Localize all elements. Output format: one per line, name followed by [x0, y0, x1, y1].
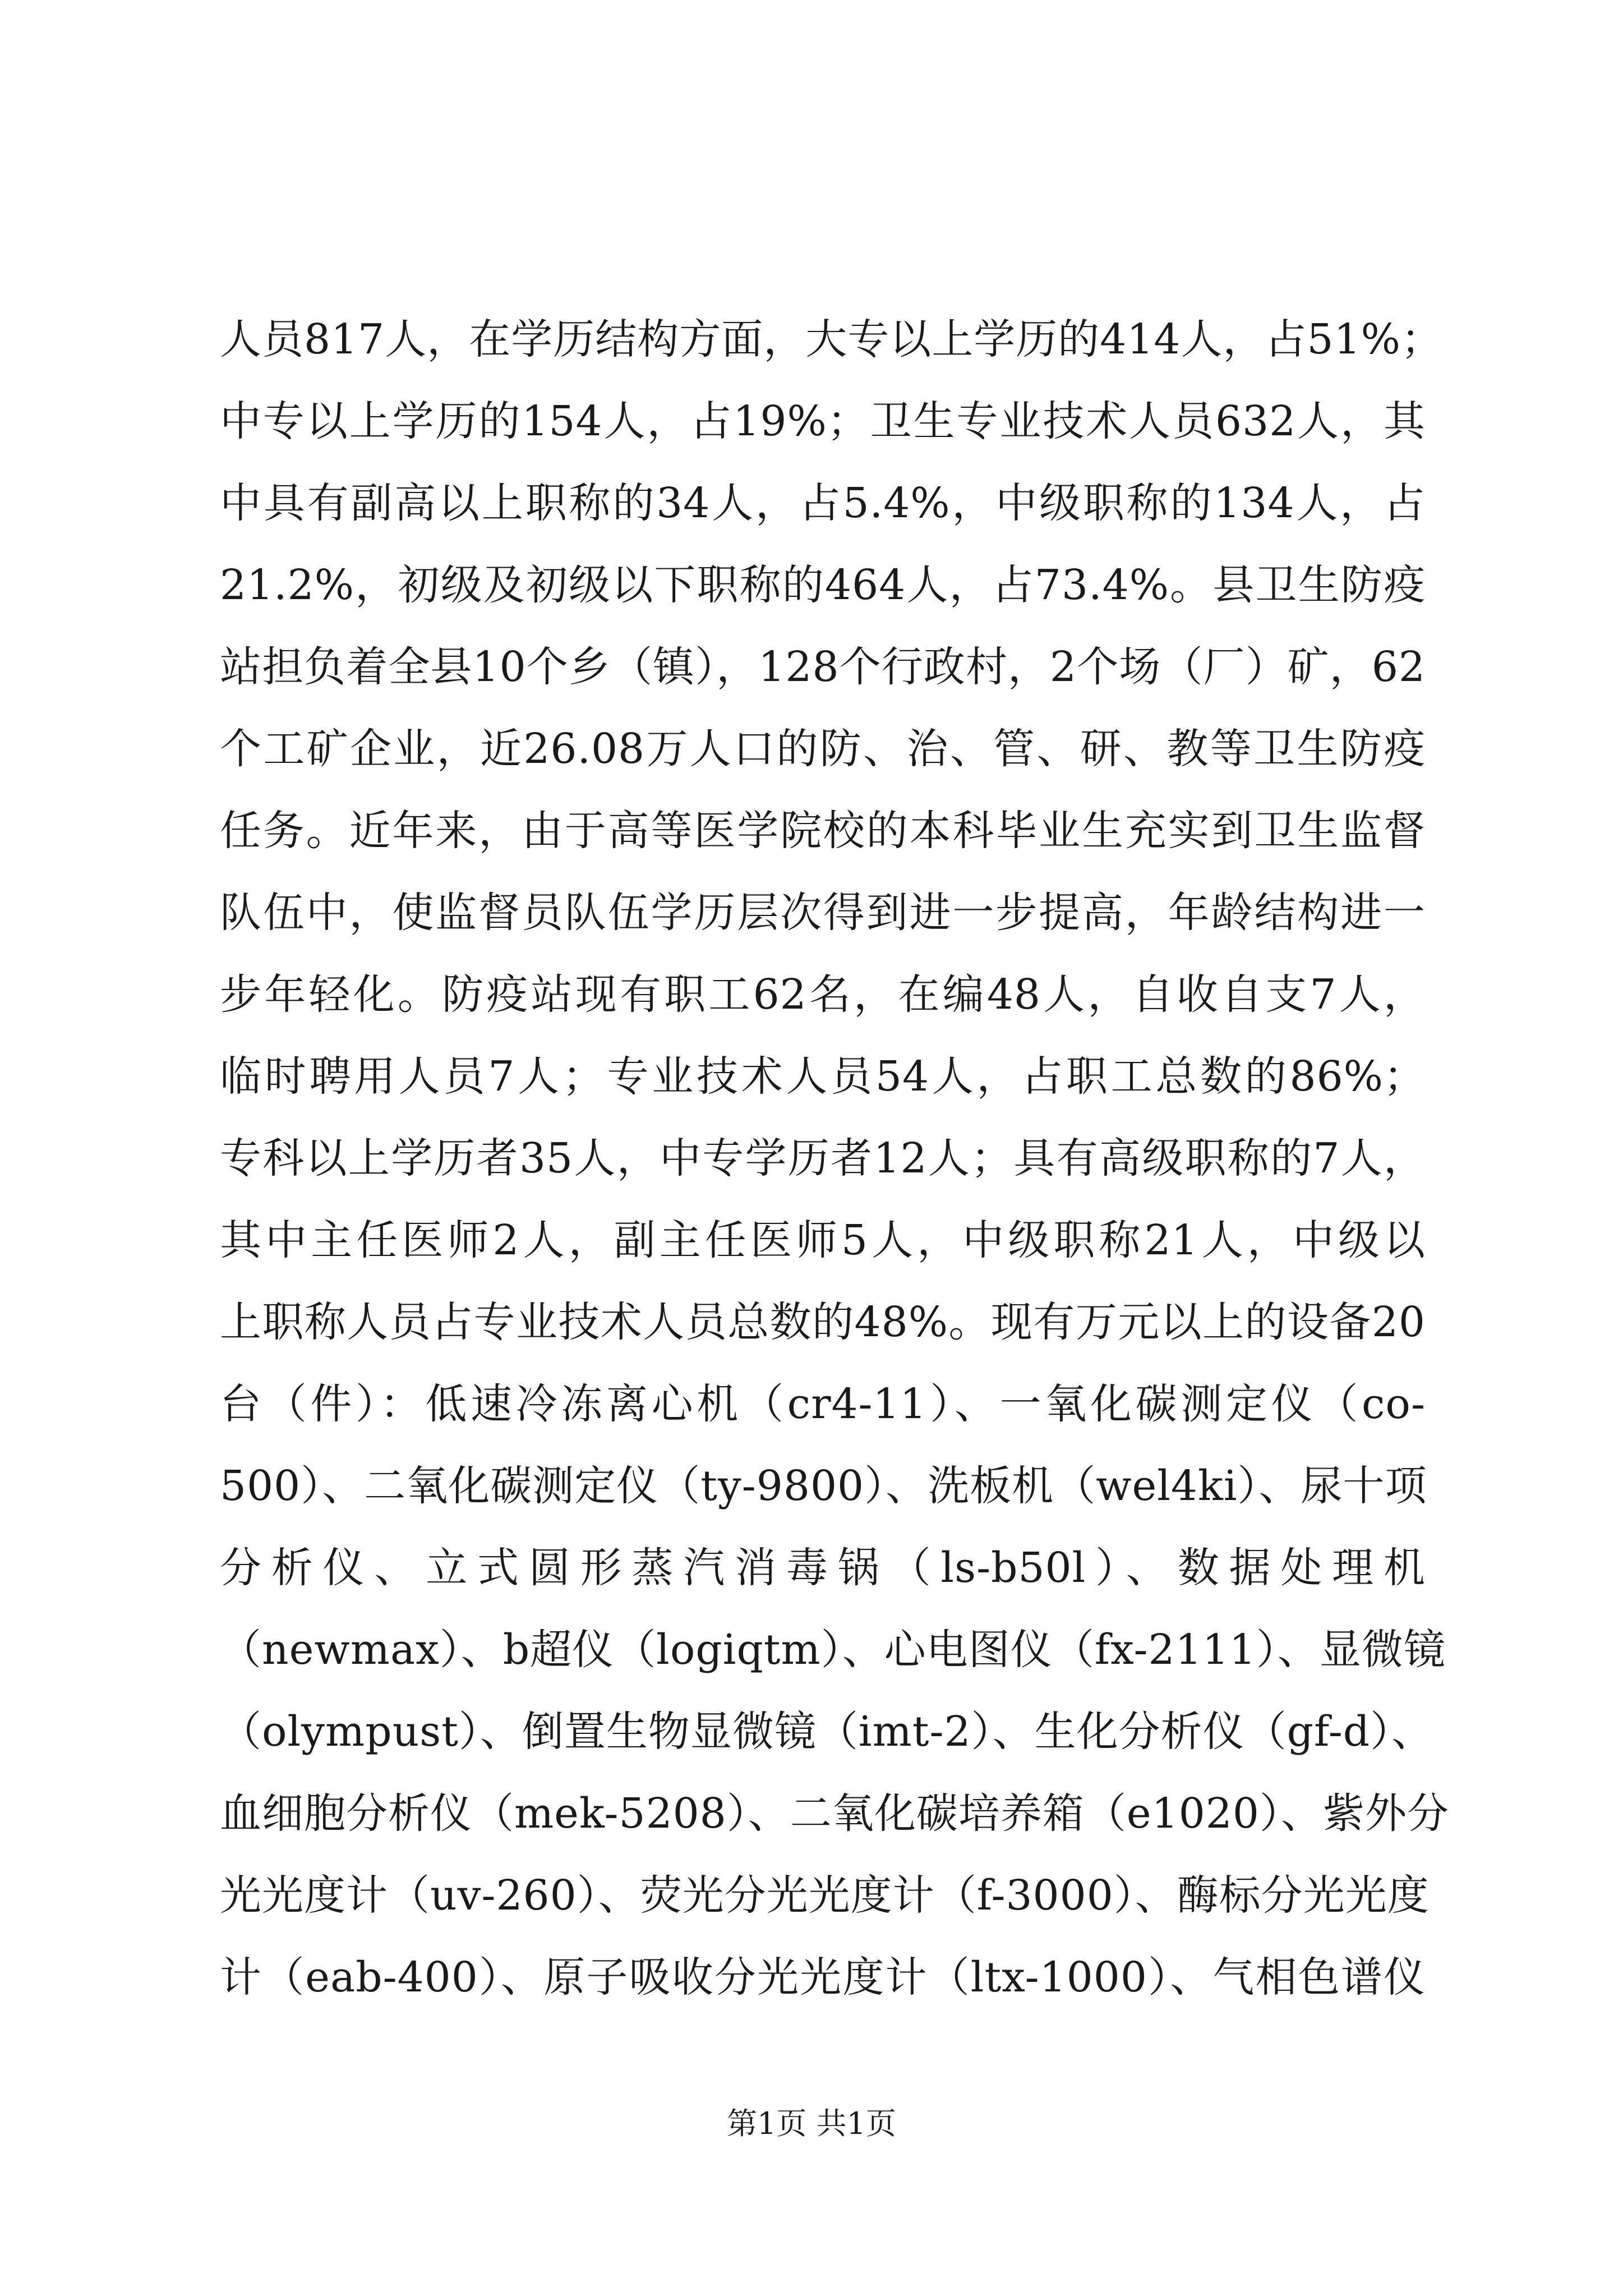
text-line: 任务。近年来，由于高等医学院校的本科毕业生充实到卫生监督 [220, 807, 1426, 855]
text-line: （olympust）、倒置生物显微镜（imt-2）、生化分析仪（gf-d）、 [220, 1708, 1434, 1756]
text-line: 血细胞分析仪（mek-5208）、二氧化碳培养箱（e1020）、紫外分 [220, 1789, 1449, 1838]
text-line: 分析仪、立式圆形蒸汽消毒锅（ls-b50l）、数据处理机 [220, 1544, 1426, 1592]
text-line: 临时聘用人员7人；专业技术人员54人，占职工总数的86%； [220, 1052, 1426, 1101]
text-line: 其中主任医师2人，副主任医师5人，中级职称21人，中级以 [220, 1216, 1426, 1264]
text-line: 个工矿企业，近26.08万人口的防、治、管、研、教等卫生防疫 [220, 725, 1426, 773]
text-line: 500）、二氧化碳测定仪（ty-9800）、洗板机（wel4ki）、尿十项 [220, 1462, 1427, 1510]
text-line: 光光度计（uv-260）、荧光分光光度计（f-3000）、酶标分光光度 [220, 1871, 1430, 1920]
page-number-label: 第1页 共1页 [727, 2106, 896, 2141]
text-line: 中专以上学历的154人，占19%；卫生专业技术人员632人，其 [220, 397, 1426, 445]
body-text [220, 298, 1449, 2018]
text-line: 站担负着全县10个乡（镇），128个行政村，2个场（厂）矿，62 [220, 643, 1426, 691]
text-line: 人员817人，在学历结构方面，大专以上学历的414人，占51%； [220, 315, 1443, 364]
text-line: 计（eab-400）、原子吸收分光光度计（ltx-1000）、气相色谱仪 [220, 1953, 1426, 2001]
text-line: 队伍中，使监督员队伍学历层次得到进一步提高，年龄结构进一 [220, 889, 1426, 937]
text-line: （newmax）、b超仪（logiqtm）、心电图仪（fx-2111）、显微镜 [220, 1626, 1446, 1674]
text-line: 专科以上学历者35人，中专学历者12人；具有高级职称的7人， [220, 1134, 1426, 1182]
text-line: 台（件）：低速冷冻离心机（cr4-11）、一氧化碳测定仪（co- [220, 1380, 1426, 1428]
text-line: 中具有副高以上职称的34人，占5.4%，中级职称的134人，占 [220, 479, 1426, 527]
text-line: 步年轻化。防疫站现有职工62名，在编48人，自收自支7人， [220, 970, 1426, 1019]
page-footer [0, 2101, 1623, 2146]
text-line: 21.2%，初级及初级以下职称的464人，占73.4%。县卫生防疫 [220, 561, 1426, 609]
text-line: 上职称人员占专业技术人员总数的48%。现有万元以上的设备20 [220, 1298, 1426, 1346]
